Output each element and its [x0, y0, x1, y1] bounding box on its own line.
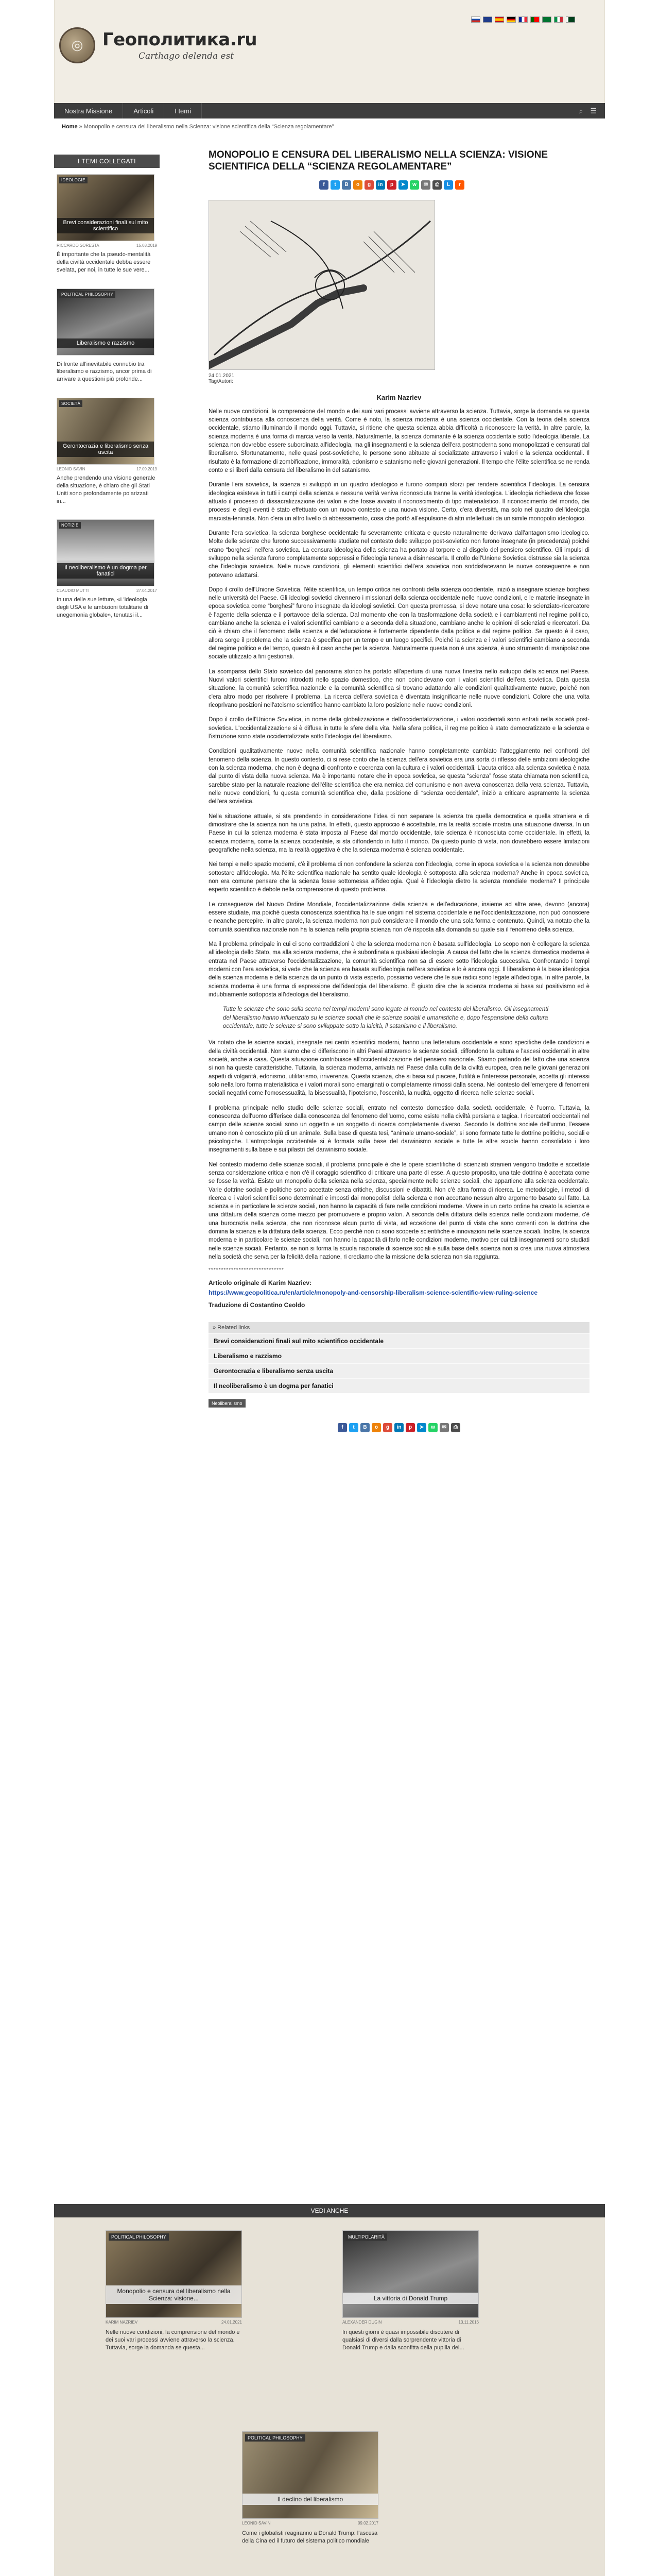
see-also-card[interactable]: [106, 2230, 242, 2352]
search-icon[interactable]: ⌕: [579, 106, 583, 115]
article-paragraph: La scomparsa dello Stato sovietico dal panorama storico ha portato all'apertura di una nuova finestra nello sviluppo della scienza nel Paese. Nuovi valori scientifici furono introdotti nello spazio domestico, che non coincidevano con i valori scientifici dell'era sovietica. Data questa situazione, la comunità scientifica nazionale e la comunità scientifica si trovano adattando alle condizioni qualitativamente nuove, poiché non c'era altro modo per risolvere il problema. La ricerca dell'era sovietica è diventata insignificante nelle nuove condizioni. Colore che una volta ricoprivano posizioni nell'ateismo scientifico hanno cambiato la loro posizione nelle nuove condizioni.: [209, 668, 589, 709]
logo-subtitle: Carthago delenda est: [138, 51, 234, 61]
see-also-card-tag: POLITICAL PHILOSOPHY: [245, 2434, 305, 2442]
sidebar-item-caption[interactable]: Liberalismo e razzismo: [57, 338, 154, 348]
flag-pt-icon[interactable]: [530, 16, 540, 23]
facebook-share-icon[interactable]: f: [338, 1423, 347, 1432]
see-also-card-desc: In questi giorni è quasi impossibile discutere di qualsiasi di diversi dalla sorprendente vittoria di Donald Trump e dalla sconfitta della pupilla del...: [342, 2329, 464, 2351]
article-paragraph: Il problema principale nello studio delle scienze sociali, entrato nel contesto domestico dalla società occidentale, è l'uomo. Tuttavia, la conoscenza dell'uomo differisce dalla conoscenza del fenomeno dell'uomo, come esiste nella civiltà persiana e tagica. I ricercatori occidentali nel campo delle scienze sociali sono un oggetto e un soggetto di ricerca completamente diverso. Secondo la dottrina sociale dell'uomo, l'essere umano non è conosciuto più di un animale. Sulla base di questa tesi, “animale umano-sociale”, si sono formate tutte le dottrine politiche, sociali e psicologiche. L'antropologia occidentale si è formata sulla base del darwinismo sociale e tutte le altre scuole hanno consolidato i loro insegnamenti sulla base e sui pilastri del darwinismo sociale.: [209, 1105, 589, 1154]
see-also-card-tag: MULTIPOLARITÀ: [345, 2233, 387, 2241]
main-nav: [54, 103, 605, 118]
sidebar-item-caption[interactable]: Brevi considerazioni finali sul mito scientifico: [57, 218, 154, 233]
sidebar-item[interactable]: [54, 289, 160, 384]
see-also-card[interactable]: [242, 2431, 378, 2545]
sidebar-item[interactable]: [54, 174, 160, 274]
sidebar-item-image[interactable]: [57, 174, 154, 241]
sidebar-item-caption[interactable]: Gerontocrazia e liberalismo senza uscita: [57, 442, 154, 457]
related-link[interactable]: Gerontocrazia e liberalismo senza uscita: [209, 1363, 589, 1378]
sidebar-title: I TEMI COLLEGATI: [54, 155, 160, 168]
sidebar-item-author: LEONID SAVIN: [57, 467, 85, 472]
pinterest-share-icon[interactable]: p: [406, 1423, 415, 1432]
print-share-icon[interactable]: ⎙: [451, 1423, 460, 1432]
email-share-icon[interactable]: ✉: [440, 1423, 449, 1432]
sidebar-item-image[interactable]: [57, 398, 154, 465]
sidebar-item-desc: Di fronte all'inevitabile connubio tra liberalismo e razzismo, ancor prima di arrivare a questioni più profonde...: [57, 361, 152, 383]
article-tag-chip[interactable]: Neoliberalismo: [209, 1399, 246, 1408]
flag-de-icon[interactable]: [507, 16, 516, 23]
sidebar-item-tag: NOTIZIE: [59, 522, 81, 529]
see-also-grid: [54, 2217, 605, 2576]
related-links: [209, 1322, 589, 1393]
original-article-label: Articolo originale di Karim Nazriev:: [209, 1279, 312, 1287]
telegram-share-icon[interactable]: ➤: [417, 1423, 426, 1432]
related-links-header: » Related links: [209, 1322, 589, 1333]
breadcrumb-current: » Monopolio e censura del liberalismo nella Scienza: visione scientifica della “Scienza regolamentare”: [77, 124, 334, 130]
related-link[interactable]: Brevi considerazioni finali sul mito scientifico occidentale: [209, 1333, 589, 1348]
sidebar-item-desc: Anche prendendo una visione generale della situazione, è chiaro che gli Stati Uniti sono profondamente polarizzati in...: [57, 475, 155, 504]
article-author[interactable]: Karim Nazriev: [376, 393, 422, 401]
reddit-share-icon[interactable]: r: [455, 180, 464, 190]
print-share-icon[interactable]: ⎙: [432, 180, 442, 190]
article-divider: ******************************: [209, 1267, 284, 1274]
article-title: MONOPOLIO E CENSURA DEL LIBERALISMO NELLA SCIENZA: VISIONE SCIENTIFICA DELLA “SCIENZA REGOLAMENTARE”: [209, 149, 548, 172]
see-also-card-caption[interactable]: La vittoria di Donald Trump: [343, 2293, 478, 2304]
article-paragraph: Ma il problema principale in cui ci sono contraddizioni è che la scienza moderna non è basata sull'ideologia. Lo scopo non è collegare la scienza all'ideologia dello Stato, ma alla scienza moderna, che è subordinata a qualsiasi ideologia. A causa del fatto che la scienza domestica moderna è entrata nel Paese attraverso l'occidentalizzazione, la comunità scientifica non sa di essere sotto l'ideologia successiva. Confrontando i tempi moderni con l'era sovietica, si vede che la scienza era basata sull'ideologia nell'era sovietica e lo è ancora oggi. Il liberalismo è la base ideologica della scienza moderna e della scienza da un punto di vista esperto, possiamo vedere che le sue radici sono legate all'ideologia. In altre parole, la scienza moderna è una forma di espressione dell'ideologia del liberalismo. È giusto dire che la scienza moderna si basa sul positivismo ed è indubbiamente sottoposta all'ideologia del liberalismo.: [209, 941, 589, 998]
see-also-card-caption[interactable]: Monopolio e censura del liberalismo nella Scienza: visione...: [106, 2285, 241, 2304]
logo-emblem-icon: ◎: [59, 27, 95, 63]
site-logo[interactable]: [59, 14, 275, 76]
gplus-share-icon[interactable]: g: [383, 1423, 392, 1432]
see-also-card-image[interactable]: [242, 2431, 378, 2519]
flag-ar-icon[interactable]: [542, 16, 551, 23]
see-also-card-desc: Come i globalisti reagiranno a Donald Trump: l'ascesa della Cina ed il futuro del sistema politico mondiale: [242, 2530, 378, 2544]
see-also-card-author: KARIM NAZRIEV: [106, 2320, 138, 2325]
see-also-card-desc: Nelle nuove condizioni, la comprensione del mondo e dei suoi vari processi avviene attraverso la scienza. Tuttavia, sorge la domanda se questa...: [106, 2329, 240, 2351]
menu-icon[interactable]: ☰: [590, 106, 597, 115]
gplus-share-icon[interactable]: g: [365, 180, 374, 190]
see-also-header: VEDI ANCHE: [54, 2204, 605, 2217]
twitter-share-icon[interactable]: t: [349, 1423, 358, 1432]
article: [209, 149, 589, 1432]
telegram-share-icon[interactable]: ➤: [398, 180, 408, 190]
see-also-card-image[interactable]: [342, 2230, 479, 2318]
related-topics-sidebar: [54, 155, 160, 619]
article-blockquote: Tutte le scienze che sono sulla scena nei tempi moderni sono legate al mondo nel contesto del liberalismo. Gli insegnamenti del liberalismo hanno influenzato su le scienze sociali che le scienze sociali e umanistiche e, dopo l'espansione della cultura occidentale, tutte le scienze si sono sviluppate sotto la laicità, il satanismo e il liberalismo.: [223, 1006, 549, 1029]
article-paragraph: Condizioni qualitativamente nuove nella comunità scientifica nazionale hanno completamente cambiato l'atteggiamento nei confronti del fenomeno della scienza. In questo contesto, ci si rese conto che la scienza dell'era sovietica era una sorta di riflesso delle ambizioni ideologiche con la scienza moderna, che non è degna di confronto e coerenza con la cultura e i valori occidentali. L'acuta critica alla scienza sovietica è nata dal punto di vista della nuova scienza. Ma è importante notare che in epoca sovietica, se questa “scienza” fosse stata chiamata non scientifica, sarebbe stato per la naturale reazione dell'élite scientifica che era nemica del comunismo e non aveva conoscenza della vera scienza. Tuttavia, nelle nuove condizioni, fu questa comunità scientifica che, dalla posizione di “scienza occidentale”, iniziò a criticare aspramente la scienza dell'era sovietica.: [209, 748, 589, 805]
linkedin-share-icon[interactable]: in: [394, 1423, 404, 1432]
article-tags-label: Tag/Autori:: [209, 378, 233, 384]
article-date: 24.01.2021: [209, 372, 235, 379]
sidebar-item-date: 17.09.2019: [136, 467, 157, 472]
see-also-card-tag: POLITICAL PHILOSOPHY: [109, 2233, 169, 2241]
sidebar-item[interactable]: [54, 519, 160, 619]
pinterest-share-icon[interactable]: p: [387, 180, 396, 190]
share-bar-bottom: [209, 1423, 589, 1432]
vk-share-icon[interactable]: B: [360, 1423, 370, 1432]
article-paragraph: Dopo il crollo dell'Unione Sovietica, l'élite scientifica, un tempo critica nei confronti della scienza occidentale, iniziò a insegnare scienze borghesi nelle università del Paese. Gli ideologi sovietici divennero i missionari della scienza occidentale nelle nuove condizioni, e le materie insegnate in epoca sovietica come “borghesi” furono insegnate da ideologi sovietici. Con questa premessa, si deve notare una cosa: lo scienziato-ricercatore è l'agente della scienza e il portavoce della scienza. Dal momento che con la trasformazione della società e i cambiamenti nel regime politico, cambiano anche la scienza e i valori scientifici cambiano e a seconda della situazione, cambiano anche le opinioni di scienziati e ricercatori. Da ciò è chiaro che il fenomeno della scienza e dell'educazione è fortemente dipendente dalla politica e dal regime politico. Se questo è il caso, allora sorge il problema che la scienza è specifica per un tempo e un luogo specifici. Poiché la scienza e i valori scientifici cambiano a seconda del regime politico e del tempo, questo è il caso anche per la scienza. Naturalmente questa non è una scienza, è uno strumento di manipolazione sociale utilizzato a fini gestionali.: [209, 586, 589, 660]
sidebar-item-image[interactable]: [57, 519, 154, 586]
breadcrumb: [62, 124, 334, 130]
flag-fr-icon[interactable]: [518, 16, 528, 23]
flag-en-icon[interactable]: [483, 16, 492, 23]
related-link[interactable]: Il neoliberalismo è un dogma per fanatici: [209, 1378, 589, 1393]
flag-pk-icon[interactable]: [566, 16, 575, 23]
whatsapp-share-icon[interactable]: w: [410, 180, 419, 190]
see-also-card-author: ALEXANDER DUGIN: [342, 2320, 382, 2325]
logo-title: Геополитика.ru: [102, 29, 257, 50]
article-paragraph: Durante l'era sovietica, la scienza si sviluppò in un quadro ideologico e furono compiuti sforzi per rendere scientifica l'ideologia. La censura ideologica esisteva in tutti i campi della scienza e nessuna verità veniva riconosciuta tranne la verità ideologica. L'ideologia richiedeva che fosse attuato il processo di dissacralizzazione dei valori e che fosse avviato il riconoscimento di tipo materialistico. Il riconoscimento del mondo, dei processi e degli eventi è stato effettuato con un nuovo contesto e una nuova visione. Certo, c'era diversità, ma solo nel quadro dell'ideologia marxista-leninista. Non c'era un altro livello di abbassamento, cosa che portò all'espulsione di altri intellettuali da un simile monopolio ideologico.: [209, 482, 589, 522]
ok-share-icon[interactable]: o: [372, 1423, 381, 1432]
nav-item-topics[interactable]: I temi: [164, 103, 202, 118]
language-switcher: [471, 16, 575, 23]
related-link[interactable]: Liberalismo e razzismo: [209, 1348, 589, 1363]
engraving-illustration: [209, 200, 435, 370]
sidebar-item-date: 15.03.2019: [136, 243, 157, 248]
flag-ru-icon[interactable]: [471, 16, 480, 23]
sidebar-item-tag: SOCIETÀ: [59, 400, 82, 407]
twitter-share-icon[interactable]: t: [331, 180, 340, 190]
article-paragraph: Nelle nuove condizioni, la comprensione del mondo e dei suoi vari processi avviene attraverso la scienza. Tuttavia, sorge la domanda se questa scienza contribuisca alla conoscenza della verità. Come è noto, la scienza moderna è una scienza occidentale. Con la teoria della scienza occidentale, stiamo illuminando il mondo oggi. Tuttavia, si ritiene che questa scienza abbia difficoltà a riconoscere la verità. In altre parole, la scienza moderna è una forma di marcia verso la verità. Naturalmente, la scienza dominante è la scienza occidentale sotto l'ideologia liberale. La scienza non dovrebbe essere subordinata all'ideologia, ma gli insegnamenti e la scienza dell'era postmoderna sono monopolizzati e censurati dal liberalismo. Sfortunatamente, nelle quasi post-sovietiche, le persone sono abituate ai socializzate attraverso i valori e la scienza occidentali. Il risultato è la formazione di zombificazione, immoralità, edonismo e satanismo nelle giovani generazioni. Il tempo che l'élite scientifica se ne renda conto e si liberi dalla censura del liberalismo in del satanismo.: [209, 408, 589, 473]
article-paragraph: Va notato che le scienze sociali, insegnate nei centri scientifici moderni, hanno una letteratura occidentale e sono specifiche delle condizioni e della civiltà occidentali. Non siamo che ci differiscono in altri Paesi attraverso le scienze sociali, diffondono la cultura e l'ascesi occidentali in altre società, anche a casa. Questa situazione contribuisce all'occidentalizzazione del pensiero nazionale. Stiamo parlando del fatto che una scienza si non ha queste caratteristiche. Tuttavia, la scienza moderna, arrivata nel Paese dalla culla della civiltà europea, crea nelle giovani generazioni aspetti di volgarità, edonismo, utilitarismo, irriverenza. Questa scienza, che si basa sul piacere, l'utilità e l'interesse personale, accetta gli interessi solo nella loro forma materialistica e i valori morali sono emarginati o completamente rimossi dalla scena. Nel contesto dell'emergere di fenomeni sociali negativi come l'omosessualità, la bisessualità, l'ipoteismo, l'oscenità, la nudità, oggetto di ricerca nelle scienze sociali.: [209, 1040, 589, 1097]
sidebar-item-desc: In una delle sue letture, «L'ideologia degli USA e le ambizioni totalitarie di unegemonia globale», tenutasi il...: [57, 597, 148, 619]
see-also-card[interactable]: [342, 2230, 479, 2352]
article-hero-image: [209, 200, 435, 370]
article-paragraph: Dopo il crollo dell'Unione Sovietica, in nome della globalizzazione e dell'occidentalizzazione, i valori occidentali sono entrati nella società post-sovietica. L'occidentalizzazione si è diffusa in tutte le sfere della vita. Nella sfera politica, il regime politico è stato democratizzato e la scienza e l'istruzione sono state occidentalizzate sotto l'ideologia del liberalismo.: [209, 717, 589, 740]
sidebar-item[interactable]: [54, 398, 160, 505]
email-share-icon[interactable]: ✉: [421, 180, 430, 190]
flag-es-icon[interactable]: [495, 16, 504, 23]
sidebar-item-date: 27.04.2017: [136, 588, 157, 594]
article-paragraph: Durante l'era sovietica, la scienza borghese occidentale fu severamente criticata e questo naturalmente derivava dall'antagonismo ideologico. Molte delle scienze che furono successivamente studiate nel contesto dello sviluppo post-sovietico non furono insegnate (in precedenza) poiché erano “borghesi” nell'era sovietica. La censura ideologica della scienza ha portato al torpore e al disgelo del pensiero scientifico. Gli impulsi di sviluppo nella scienza furono completamente soppressi e l'ideologia teneva a disinnescarla. Il crollo dell'Unione Sovietica distrusse sia la scienza che l'ideologia sovietica. Nelle nuove condizioni, gli elementi scientifici dell'era sovietica non soddisfacevano le nuove conseguenze e non potevano adattarsi.: [209, 530, 589, 579]
linkedin-share-icon[interactable]: in: [376, 180, 385, 190]
sidebar-item-tag: IDEOLOGIE: [59, 177, 88, 183]
sidebar-item-image[interactable]: [57, 289, 154, 355]
original-article-link[interactable]: https://www.geopolitica.ru/en/article/monopoly-and-censorship-liberalism-science-scientific-view-ruling-science: [209, 1289, 538, 1297]
article-paragraph: Nei tempi e nello spazio moderni, c'è il problema di non confondere la scienza con l'ideologia, come in epoca sovietica e la scienza non dovrebbe sottostare all'ideologia. Ma l'élite scientifica nazionale ha sentito quale ideologia è sottoposta alla scienza moderna? Anche in epoca sovietica, non era comune pensare che la scienza fosse sottomessa all'ideologia. Qual è l'ideologia dietro la scienza mondiale moderna? Il principale esperto scientifico è debole nella comprensione di questo problema.: [209, 861, 589, 893]
breadcrumb-home[interactable]: Home: [62, 124, 78, 130]
flag-it-icon[interactable]: [554, 16, 563, 23]
facebook-share-icon[interactable]: f: [319, 180, 328, 190]
nav-item-articles[interactable]: Articoli: [123, 103, 164, 118]
see-also-card-date: 13.11.2016: [458, 2320, 479, 2325]
see-also-card-date: 24.01.2021: [221, 2320, 242, 2325]
livejournal-share-icon[interactable]: L: [444, 180, 453, 190]
see-also-card-caption[interactable]: Il declino del liberalismo: [242, 2494, 378, 2505]
vk-share-icon[interactable]: B: [342, 180, 351, 190]
see-also-card-image[interactable]: [106, 2230, 242, 2318]
article-paragraph: Nel contesto moderno delle scienze sociali, il problema principale è che le opere scientifiche di scienziati stranieri vengono tradotte e accettate senza considerazione critica e non c'è il coraggio scientifico di criticare una parte di esse. A questo proposito, una tale dottrina è accettata come se fosse la verità. Esiste un monopolio della scienza nella scienza, specialmente nelle scienze sociali, che appartiene alla scienza occidentale. Varie dottrine sociali e politiche sono accettate senza critiche, discussioni e dibattiti. Non c'è altra forma di ricerca. Le metodologie, i metodi di ricerca e i valori scientifici sono determinati e imposti dai monopolisti della scienza e non accettano nessun altro argomento basato sul fatto. La scienza e in particolare le scienze sociali, non hanno la capacità di fare nelle condizioni moderne. Vivere in un certo ordine ha creato la scienza e una dittatura della scienza come mezzo per promuovere e proprio valori. A seconda della dittatura della scienza nelle condizioni moderne, c'è una burocrazia nella scienza, che non riconosce alcun punto di vista, ad eccezione del punto di vista che sono correnti con la dottrina che domina la scienza e la dittatura della scienza. Ecco perché non ci sono scoperte scientifiche e innovazioni nelle scienze sociali. Inoltre, la scienza moderna e in particolare le scienze sociali, non hanno la capacità di farlo nelle condizioni moderne, motivo per cui tali insegnamenti sono studiati nelle scienze sociali. Pertanto, se non si forma la scuola nazionale di scienze sociali e sulla base della scienza non si crea una nuova atmosfera nella società che serva per la felicità della nazione, ri crediamo che la missione della scienza non sia raggiunta.: [209, 1161, 589, 1261]
sidebar-item-author: RICCARDO SORESTA: [57, 243, 99, 248]
nav-item-mission[interactable]: Nostra Missione: [54, 103, 123, 118]
sidebar-item-author: CLAUDIO MUTTI: [57, 588, 89, 594]
sidebar-item-caption[interactable]: Il neoliberalismo è un dogma per fanatici: [57, 563, 154, 579]
share-bar-top: [319, 180, 589, 190]
translator-credit: Traduzione di Costantino Ceoldo: [209, 1301, 305, 1309]
article-paragraph: Nella situazione attuale, si sta prendendo in considerazione l'idea di non separare la scienza tra quella democratica e quella straniera e di dimostrare che la scienza non ha una patria. In effetti, questo approccio è accettabile, ma la realtà sociale mostra una situazione diversa. In un Paese in cui la scienza moderna è stata imposta al Paese dal mondo occidentale, tale scienza è riconosciuta come occidentale. In effetti, la scienza moderna, come la scienza occidentale, si sta diffondendo in tutto il mondo. Da questo punto di vista, non dovrebbero essere limitazioni geografiche nella scienza, ma la realtà oggettiva è che la scienza moderna è scienza occidentale.: [209, 813, 589, 854]
see-also-card-date: 09.02.2017: [357, 2521, 378, 2526]
site-header: [0, 0, 659, 103]
ok-share-icon[interactable]: o: [353, 180, 362, 190]
whatsapp-share-icon[interactable]: w: [428, 1423, 438, 1432]
see-also-card-author: LEONID SAVIN: [242, 2521, 271, 2526]
sidebar-item-desc: È importante che la pseudo-mentalità della civiltà occidentale debba essere svelata, per noi, in tutte le sue vere...: [57, 251, 151, 273]
article-paragraph: Le conseguenze del Nuovo Ordine Mondiale, l'occidentalizzazione della scienza e dell'educazione, insieme ad altre aree, devono (ancora) essere studiate, ma poiché questa conoscenza scientifica ha le sue origini nel sistema occidentale e nell'occidentalizzazione, non può conoscere e neanche percepire. In altre parole, la scienza moderna non può considerare il mondo che una sola forma e contenuto. Quindi, va notato che la comunità scientifica nazionale non ha la scienza nella propria scienza non c'è risposta alla domanda su quale sia il fenomeno della scienza.: [209, 901, 589, 933]
sidebar-item-tag: POLITICAL PHILOSOPHY: [59, 291, 115, 298]
